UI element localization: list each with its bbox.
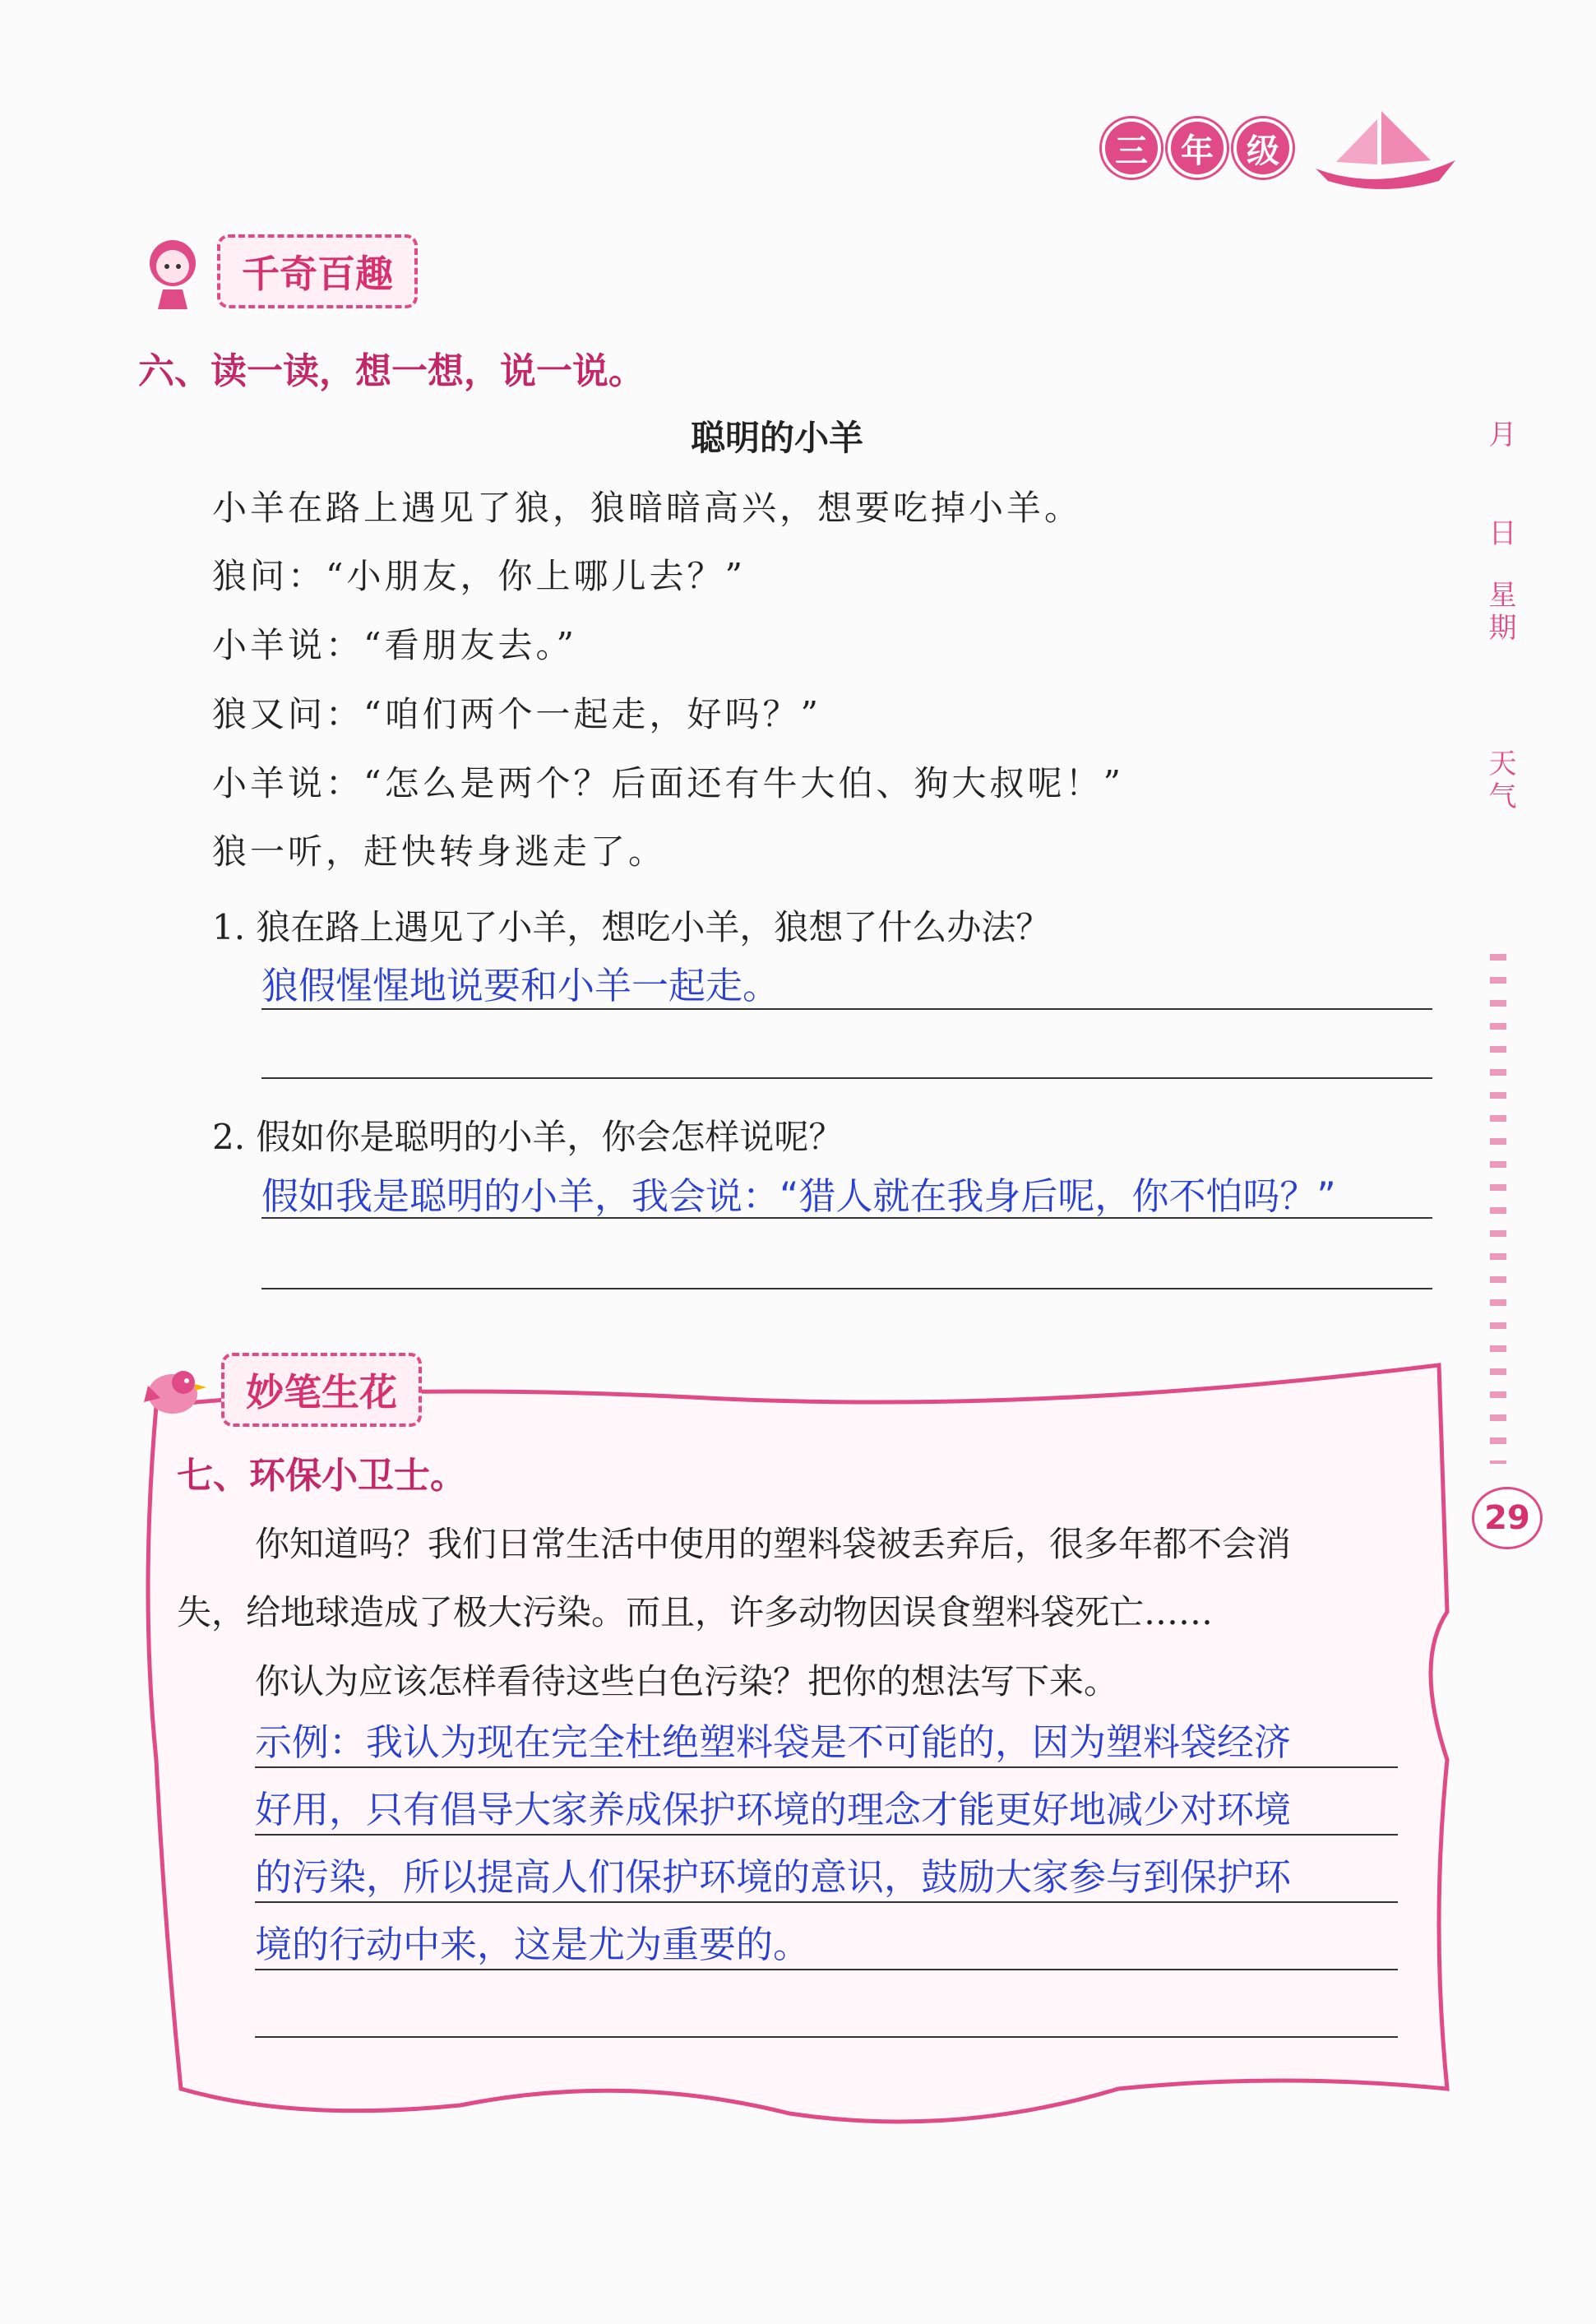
story-line: 狼一听，赶快转身逃走了。 xyxy=(212,831,667,872)
grade-char: 年 xyxy=(1168,118,1227,178)
story-line: 小羊说：“看朋友去。” xyxy=(212,625,577,665)
section-tag-label: 妙笔生花 xyxy=(221,1353,422,1427)
section-tag-6 xyxy=(140,230,418,312)
answer-line xyxy=(255,2036,1398,2038)
story-line: 狼问：“小朋友，你上哪儿去？” xyxy=(212,556,746,596)
answer-line-text: 示例：我认为现在完全杜绝塑料袋是不可能的，因为塑料袋经济 xyxy=(255,1720,1292,1764)
decorative-dots xyxy=(1490,954,1506,1464)
weather-label: 天气 xyxy=(1483,748,1516,814)
answer-1: 狼假惺惺地说要和小羊一起走。 xyxy=(261,964,780,1007)
answer-line xyxy=(255,1834,1398,1836)
month-label: 月 xyxy=(1483,419,1516,452)
answer-line xyxy=(255,1766,1398,1768)
answer-line xyxy=(261,1008,1432,1010)
answer-line xyxy=(255,1901,1398,1903)
answer-line xyxy=(261,1077,1432,1079)
section-tag-7 xyxy=(136,1349,422,1431)
girl-icon xyxy=(140,230,206,312)
question-2: 2. 假如你是聪明的小羊，你会怎样说呢？ xyxy=(212,1117,844,1157)
paragraph-line: 你知道吗？我们日常生活中使用的塑料袋被丢弃后，很多年都不会消 xyxy=(255,1524,1292,1564)
story-line: 小羊在路上遇见了狼，狼暗暗高兴，想要吃掉小羊。 xyxy=(212,488,1083,528)
writing-prompt: 你认为应该怎样看待这些白色污染？把你的想法写下来。 xyxy=(255,1661,1119,1701)
weekday-label: 星期 xyxy=(1483,580,1516,646)
question-title-6: 六、读一读，想一想，说一说。 xyxy=(138,350,645,392)
page-number: 29 xyxy=(1472,1487,1543,1549)
answer-line-text: 好用，只有倡导大家养成保护环境的理念才能更好地减少对环境 xyxy=(255,1788,1292,1831)
day-label: 日 xyxy=(1483,518,1516,551)
grade-char: 三 xyxy=(1102,118,1161,178)
story-line: 狼又问：“咱们两个一起走，好吗？” xyxy=(212,694,821,734)
paragraph-line: 失，给地球造成了极大污染。而且，许多动物因误食塑料袋死亡…… xyxy=(177,1592,1214,1632)
grade-badge xyxy=(1102,115,1464,181)
answer-line xyxy=(261,1288,1432,1289)
story-line: 小羊说：“怎么是两个？后面还有牛大伯、狗大叔呢！” xyxy=(212,763,1124,803)
section-tag-label: 千奇百趣 xyxy=(217,234,418,308)
answer-line xyxy=(255,1969,1398,1970)
story-title: 聪明的小羊 xyxy=(691,418,864,458)
answer-2: 假如我是聪明的小羊，我会说：“猎人就在我身后呢，你不怕吗？” xyxy=(261,1174,1336,1218)
answer-line xyxy=(261,1217,1432,1219)
bird-icon xyxy=(136,1353,210,1427)
question-1: 1. 狼在路上遇见了小羊，想吃小羊，狼想了什么办法？ xyxy=(212,907,1051,947)
question-title-7: 七、环保小卫士。 xyxy=(177,1455,466,1497)
answer-line-text: 的污染，所以提高人们保护环境的意识，鼓励大家参与到保护环 xyxy=(255,1855,1292,1899)
answer-line-text: 境的行动中来，这是尤为重要的。 xyxy=(255,1923,811,1966)
sailboat-icon xyxy=(1299,103,1464,193)
grade-char: 级 xyxy=(1233,118,1293,178)
